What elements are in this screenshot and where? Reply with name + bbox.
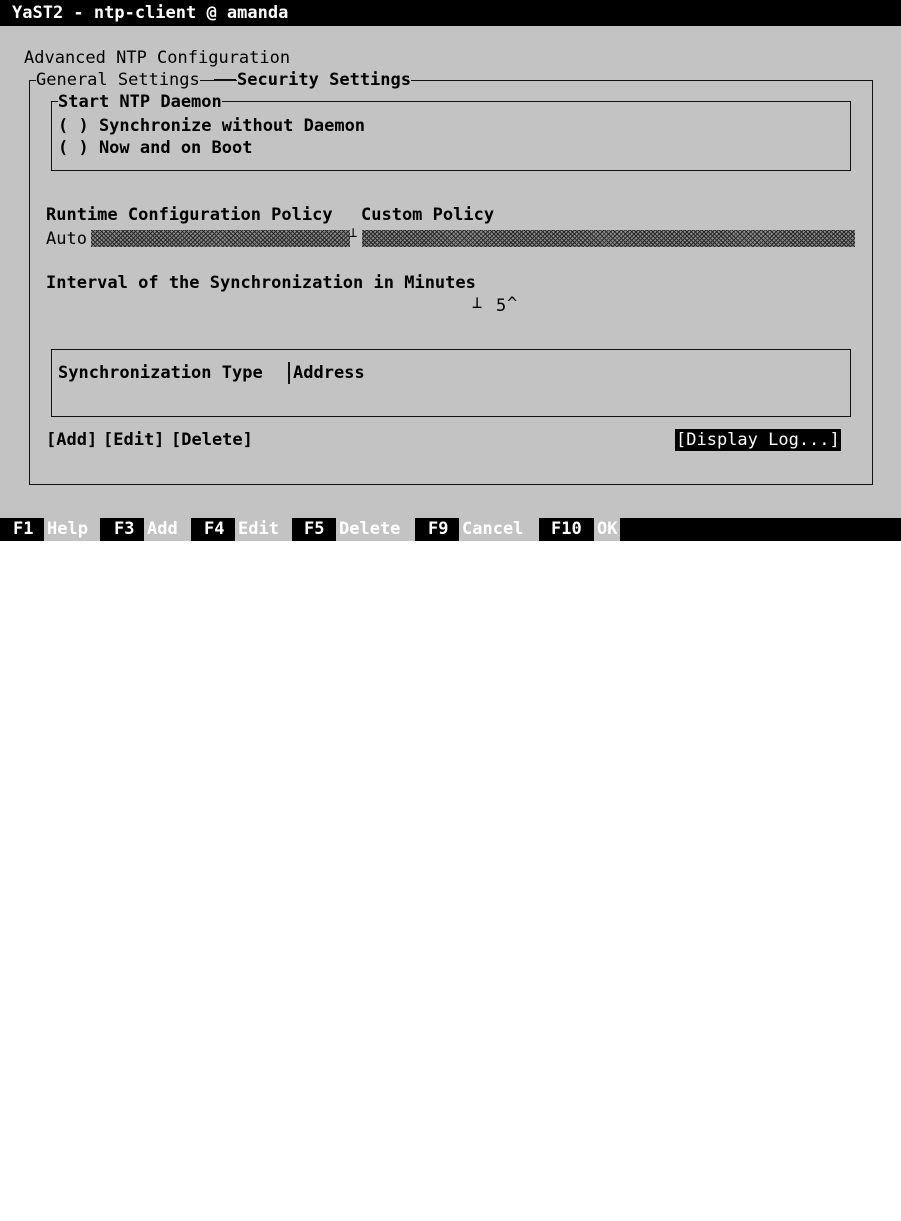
runtime-policy-label: Runtime Configuration Policy [46, 205, 333, 225]
help-button[interactable]: Help [44, 518, 100, 541]
fkey-f4: F4 [204, 519, 225, 539]
terminal-screen [0, 0, 901, 541]
fkey-f10: F10 [551, 519, 582, 539]
fkey-f9: F9 [428, 519, 449, 539]
delete-button[interactable]: [Delete] [171, 430, 253, 450]
policy-combo-field[interactable] [91, 230, 350, 247]
footer-add-button[interactable]: Add [144, 518, 191, 541]
start-daemon-legend: Start NTP Daemon [58, 92, 222, 112]
fkey-f1: F1 [13, 519, 34, 539]
footer-edit-button[interactable]: Edit [235, 518, 292, 541]
interval-value[interactable]: 5 [496, 296, 507, 316]
radio-now-and-on-boot[interactable]: ( ) Now and on Boot [58, 138, 253, 158]
footer-delete-button[interactable]: Delete [336, 518, 415, 541]
interval-label: Interval of the Synchronization in Minutes [46, 273, 476, 293]
edit-button[interactable]: [Edit] [103, 430, 165, 450]
spinner-up-icon[interactable]: ^ [507, 294, 518, 314]
column-header-synchronization-type[interactable]: Synchronization Type [58, 363, 263, 383]
column-header-address[interactable]: Address [293, 363, 365, 383]
column-divider [288, 362, 290, 384]
display-log-button[interactable]: [Display Log...] [676, 430, 840, 450]
add-button[interactable]: [Add] [46, 430, 98, 450]
radio-synchronize-without-daemon[interactable]: ( ) Synchronize without Daemon [58, 116, 366, 136]
combo-cursor-icon: ⊥ [349, 225, 358, 241]
function-key-bar [0, 518, 901, 541]
policy-combo-value[interactable]: Auto [46, 229, 87, 249]
fkey-f5: F5 [304, 519, 325, 539]
dialog-heading: Advanced NTP Configuration [24, 48, 291, 68]
window-title: YaST2 - ntp-client @ amanda [0, 0, 901, 26]
tab-separator [214, 79, 236, 81]
custom-policy-label: Custom Policy [361, 205, 495, 225]
tab-general-settings[interactable]: General Settings [36, 70, 200, 90]
cancel-button[interactable]: Cancel [459, 518, 539, 541]
interval-cursor-icon: ⊥ [472, 293, 483, 313]
fkey-f3: F3 [114, 519, 135, 539]
ok-button[interactable]: OK [594, 518, 620, 541]
tab-security-settings[interactable]: Security Settings [237, 70, 411, 90]
custom-policy-field[interactable] [362, 230, 855, 247]
